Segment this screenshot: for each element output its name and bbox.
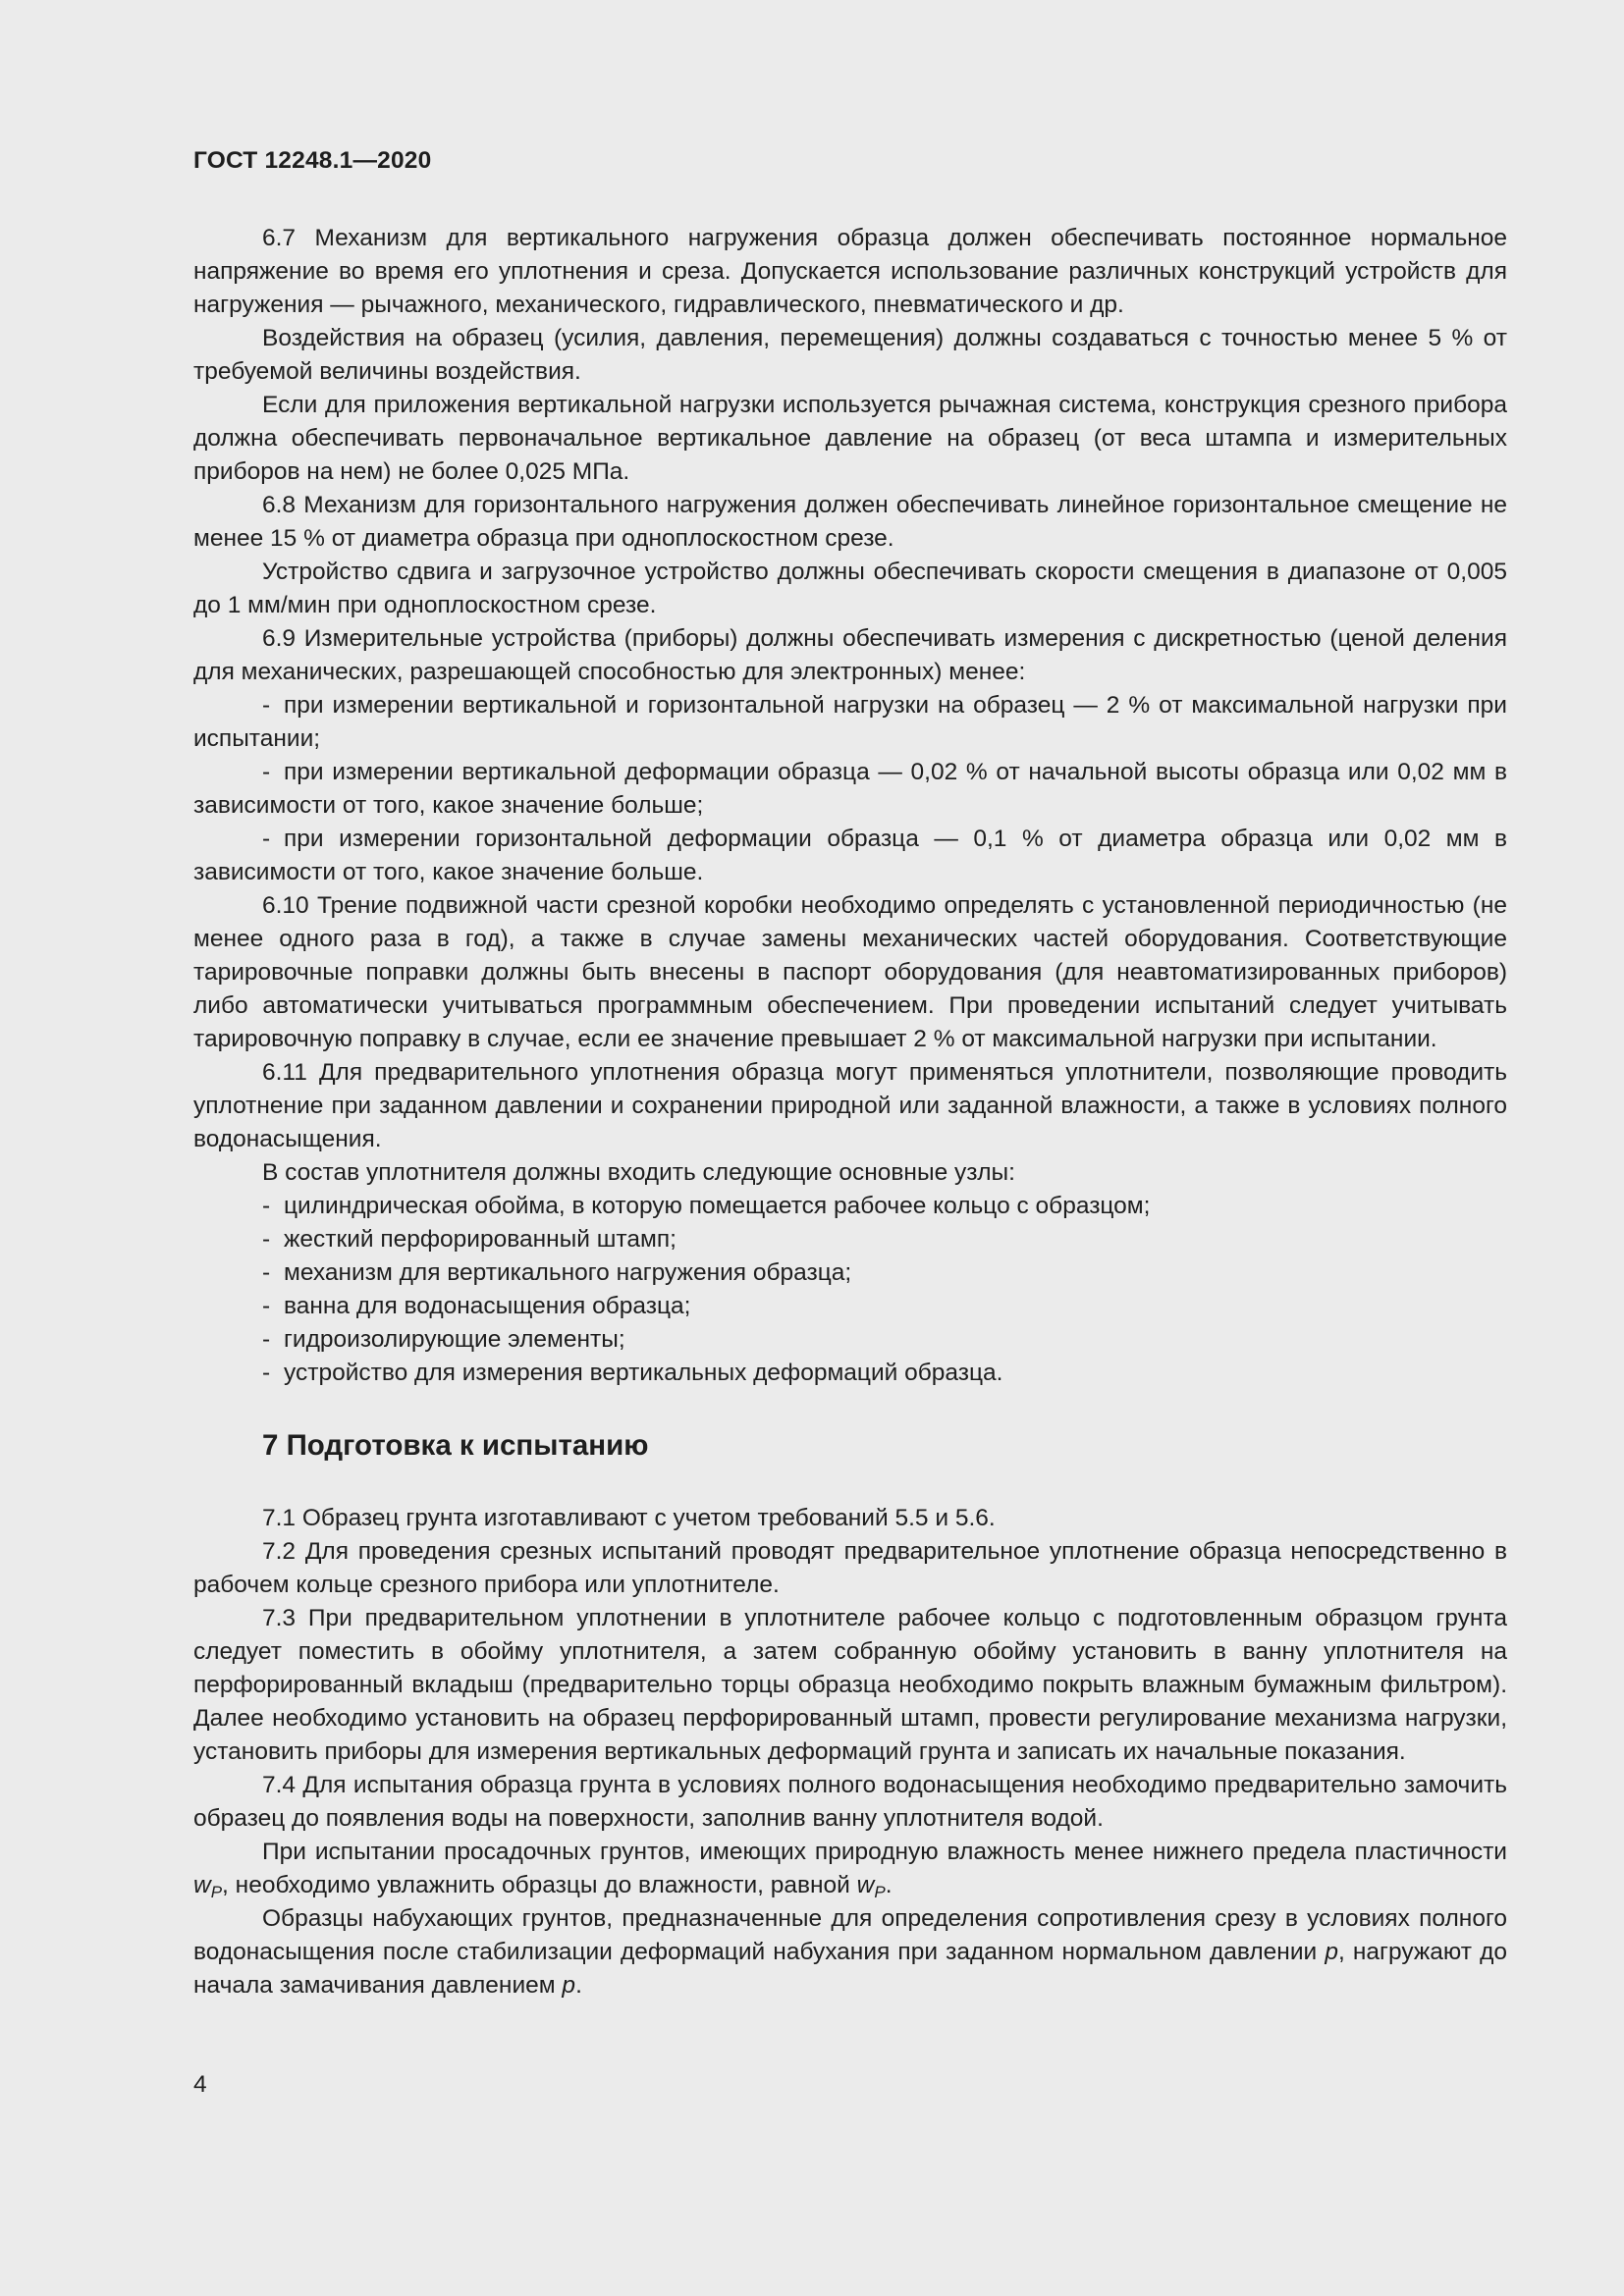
list-item: [193, 1223, 1507, 1256]
paragraph-6-7-lever-system: Если для приложения вертикальной нагрузки используется рычажная система, конструкция срезного прибора должна обеспечивать первоначальное вертикальное давление на образец (от веса штампа и измерительных приборов на нем) не более 0,025 МПа.: [193, 392, 1507, 485]
list-dash: -: [262, 1226, 271, 1253]
pressure-symbol: p: [1325, 1939, 1338, 1965]
pressure-symbol: p: [562, 1972, 576, 1999]
document-body: [193, 222, 1507, 2002]
paragraph-6-7-accuracy: Воздействия на образец (усилия, давления, перемещения) должны создаваться с точностью менее 5 % от требуемой величины воздействия.: [193, 325, 1507, 385]
document-code-header: ГОСТ 12248.1—2020: [193, 147, 432, 174]
list-item: [193, 689, 1507, 756]
list-item: [193, 1357, 1507, 1390]
paragraph-7-4-collapsible-soils: [193, 1836, 1507, 1902]
paragraph-6-8-shear-speed: Устройство сдвига и загрузочное устройство должны обеспечивать скорости смещения в диапазоне от 0,005 до 1 мм/мин при одноплоскостном срезе.: [193, 559, 1507, 618]
paragraph-7-1: 7.1 Образец грунта изготавливают с учетом требований 5.5 и 5.6.: [262, 1505, 996, 1531]
text-run: .: [575, 1972, 582, 1999]
paragraph-6-11-components-intro: В состав уплотнителя должны входить следующие основные узлы:: [262, 1159, 1015, 1186]
section-7-title: 7 Подготовка к испытанию: [262, 1429, 649, 1462]
list-dash: -: [262, 692, 271, 719]
paragraph-6-7: 6.7 Механизм для вертикального нагружения образца должен обеспечивать постоянное нормальное напряжение во время его уплотнения и среза. Допускается использование различных конструкций устройств для нагружения — рычажного, механического, гидравлического, пневматического и др.: [193, 225, 1507, 318]
moisture-symbol: w: [856, 1872, 875, 1898]
plastic-limit-subscript: P: [210, 1883, 223, 1901]
paragraph-7-3: 7.3 При предварительном уплотнении в уплотнителе рабочее кольцо с подготовленным образцом грунта следует поместить в обойму уплотнителя, а затем собранную обойму установить в ванну уплотнителя на перфорированный вкладыш (предварительно торцы образца необходимо покрыть влажным бумажным фильтром). Далее необходимо установить на образец перфорированный штамп, провести регулирование механизма нагрузки, установить приборы для измерения вертикальных деформаций грунта и записать их начальные показания.: [193, 1605, 1507, 1765]
list-dash: -: [262, 1193, 271, 1219]
list-item-text: устройство для измерения вертикальных деформаций образца.: [284, 1360, 1003, 1386]
text-run: При испытании просадочных грунтов, имеющих природную влажность менее нижнего предела пластичности: [262, 1839, 1507, 1865]
paragraph-6-9: 6.9 Измерительные устройства (приборы) должны обеспечивать измерения с дискретностью (ценой деления для механических, разрешающей способностью для электронных) менее:: [193, 625, 1507, 685]
text-run: Образцы набухающих грунтов, предназначенные для определения сопротивления срезу в условиях полного водонасыщения после стабилизации деформаций набухания при заданном нормальном давлении: [193, 1905, 1507, 1965]
list-item-text: жесткий перфорированный штамп;: [284, 1226, 677, 1253]
paragraph-6-8: 6.8 Механизм для горизонтального нагружения должен обеспечивать линейное горизонтальное смещение не менее 15 % от диаметра образца при одноплоскостном срезе.: [193, 492, 1507, 552]
list-item: [193, 1256, 1507, 1290]
list-item-text: гидроизолирующие элементы;: [284, 1326, 625, 1353]
list-dash: -: [262, 1293, 271, 1319]
list-item: [193, 756, 1507, 823]
list-item-text: механизм для вертикального нагружения образца;: [284, 1259, 852, 1286]
list-dash: -: [262, 759, 271, 785]
list-item-text: цилиндрическая обойма, в которую помещается рабочее кольцо с образцом;: [284, 1193, 1151, 1219]
list-dash: -: [262, 1326, 271, 1353]
text-run: , необходимо увлажнить образцы до влажности, равной: [222, 1872, 857, 1898]
list-item-text: при измерении вертикальной деформации образца — 0,02 % от начальной высоты образца или 0,02 мм в зависимости от того, какое значение больше;: [193, 759, 1507, 819]
list-item-text: при измерении горизонтальной деформации образца — 0,1 % от диаметра образца или 0,02 мм в зависимости от того, какое значение больше.: [193, 826, 1507, 885]
paragraph-7-2: 7.2 Для проведения срезных испытаний проводят предварительное уплотнение образца непосредственно в рабочем кольце срезного прибора или уплотнителе.: [193, 1538, 1507, 1598]
text-run: , нагружают до начала замачивания давлением: [193, 1939, 1507, 1999]
moisture-symbol: w: [193, 1872, 211, 1898]
paragraph-7-4-swelling-soils: [193, 1902, 1507, 2002]
list-dash: -: [262, 1259, 271, 1286]
list-item: [193, 1323, 1507, 1357]
list-item-text: при измерении вертикальной и горизонтальной нагрузки на образец — 2 % от максимальной нагрузки при испытании;: [193, 692, 1507, 752]
list-item-text: ванна для водонасыщения образца;: [284, 1293, 691, 1319]
paragraph-6-11: 6.11 Для предварительного уплотнения образца могут применяться уплотнители, позволяющие проводить уплотнение при заданном давлении и сохранении природной или заданной влажности, а также в условиях полного водонасыщения.: [193, 1059, 1507, 1152]
paragraph-6-10: 6.10 Трение подвижной части срезной коробки необходимо определять с установленной периодичностью (не менее одного раза в год), а также в случае замены механических частей оборудования. Соответствующие тарировочные поправки должны быть внесены в паспорт оборудования (для неавтоматизированных приборов) либо автоматически учитываться программным обеспечением. При проведении испытаний следует учитывать тарировочную поправку в случае, если ее значение превышает 2 % от максимальной нагрузки при испытании.: [193, 892, 1507, 1052]
page-number: 4: [193, 2071, 207, 2098]
list-dash: -: [262, 1360, 271, 1386]
list-item: [193, 823, 1507, 889]
text-run: .: [885, 1872, 893, 1898]
plastic-limit-subscript: P: [874, 1883, 886, 1901]
paragraph-7-4: 7.4 Для испытания образца грунта в условиях полного водонасыщения необходимо предварительно замочить образец до появления воды на поверхности, заполнив ванну уплотнителя водой.: [193, 1772, 1507, 1832]
list-dash: -: [262, 826, 271, 852]
list-item: [193, 1190, 1507, 1223]
list-item: [193, 1290, 1507, 1323]
